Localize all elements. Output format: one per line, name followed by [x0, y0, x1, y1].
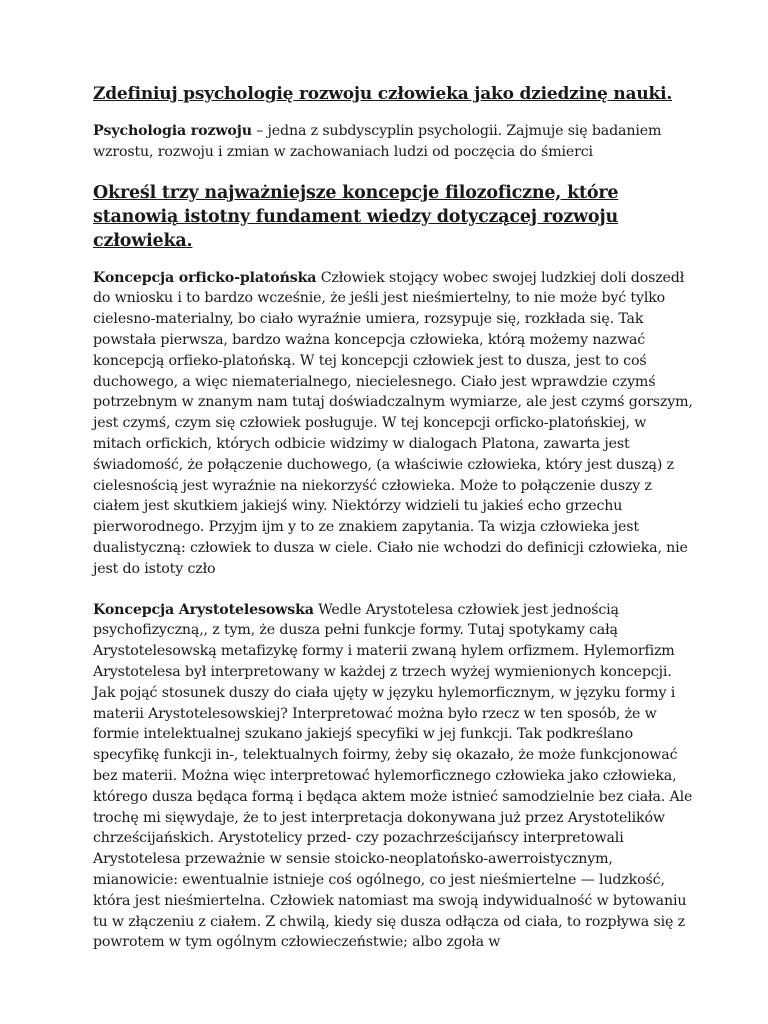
section-aristotelian-text: Wedle Arystotelesa człowiek jest jednością psychofizyczną,, z tym, że dusza pełni funkcje formy. Tutaj spotykamy całą Arystotelesowską metafizykę formy i materii zwaną hylem orfizmem. Hylemorfizm Arystotelesa był interpretowany w każdej z trzech wyżej wymienionych koncepcji. Jak pojąć stosunek duszy do ciała ujęty w języku hylemorficznym, w języku formy i materii Arystotelesowskiej? Interpretować można było rzecz w ten sposób, że w formie intelektualnej szukano jakiejś specyfiki w jej funkcji. Tak podkreślano specyfikę funkcji in-, telektualnych foirmy, żeby się okazało, że może funkcjonować bez materii. Można więc interpretować hylemorficznego człowieka jako człowieka, którego dusza będąca formą i będąca aktem może istnieć samodzielnie bez ciała. Ale trochę mi sięwydaje, że to jest interpretacja dokonywana już przez Arystotelików chrześcijańskich. Arystotelicy przed- czy pozachrześcijańscy interpretowali Arystotelesa przeważnie w sensie stoicko-neoplatońsko-awerroistycznym, mianowicie: ewentualnie istnieje coś ogólnego, co jest nieśmiertelne — ludzkość, która jest nieśmiertelna. Człowiek natomiast ma swoją indywidualność w bytowaniu tu w złączeniu z ciałem. Z chwilą, kiedy się dusza odłącza od ciała, to rozpływa się z powrotem w tym ogólnym człowieczeństwie; albo zgoła w — [93, 601, 693, 951]
definition-term: Psychologia rozwoju — [93, 123, 252, 139]
section-aristotelian — [93, 600, 698, 954]
section-orphic-platonic — [93, 268, 698, 580]
section-orphic-platonic-term: Koncepcja orficko-platońska — [93, 269, 317, 286]
question-heading-1: Zdefiniuj psychologię rozwoju człowieka jako dziedzinę nauki. — [93, 84, 673, 104]
definition-text: – jedna z subdyscyplin psychologii. Zajmuje się badaniem wzrostu, rozwoju i zmian w zachowaniach ludzi od poczęcia do śmierci — [93, 123, 662, 160]
section-orphic-platonic-text: Człowiek stojący wobec swojej ludzkiej doli doszedł do wniosku i to bardzo wcześnie, że jeśli jest nieśmiertelny, to nie może być tylko cielesno-materialny, bo ciało wyraźnie umiera, rozsypuje się, rozkłada się. Tak powstała pierwsza, bardzo ważna koncepcja człowieka, którą możemy nazwać koncepcją orfieko-platońską. W tej koncepcji człowiek jest to dusza, jest to coś duchowego, a więc niematerialnego, niecielesnego. Ciało jest wprawdzie czymś potrzebnym w znanym nam tutaj doświadczalnym wymiarze, ale jest czymś gorszym, jest czymś, czym się człowiek posługuje. W tej koncepcji orficko-platońskiej, w mitach orfickich, których odbicie widzimy w dialogach Platona, zawarta jest świadomość, że połączenie duchowego, (a właściwie człowieka, który jest duszą) z cielesnością jest wyraźnie na niekorzyść człowieka. Może to połączenie duszy z ciałem jest skutkiem jakiejś winy. Niektórzy widzieli tu jakieś echo grzechu pierworodnego. Przyjm ijm y to ze znakiem zapytania. Ta wizja człowieka jest dualistyczną: człowiek to dusza w ciele. Ciało nie wchodzi do definicji człowieka, nie jest do istoty czło — [93, 269, 693, 577]
question-heading-2: Określ trzy najważniejsze koncepcje filozoficzne, które stanowią istotny fundament wiedzy dotyczącej rozwoju człowieka. — [93, 182, 619, 251]
definition-paragraph — [93, 121, 698, 163]
section-aristotelian-term: Koncepcja Arystotelesowska — [93, 601, 314, 618]
